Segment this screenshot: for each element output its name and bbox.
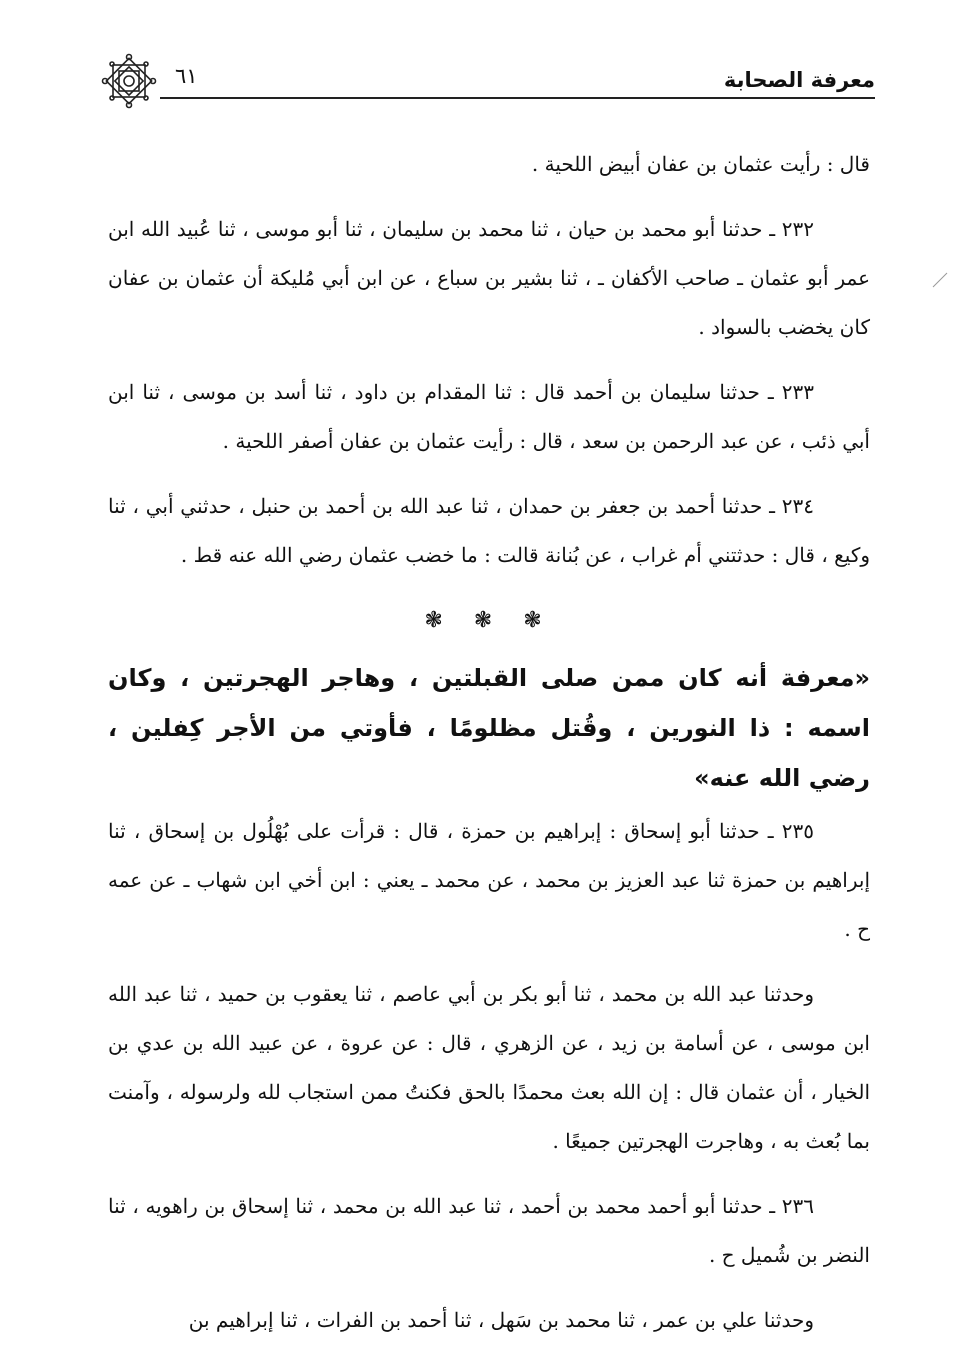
star-ornament-icon: [100, 52, 158, 110]
running-header: [100, 60, 875, 100]
section-heading: «معرفة أنه كان ممن صلى القبلتين ، وهاجر الهجرتين ، وكان اسمه : ذا النورين ، وقُتل مظلومًا ، فأوتي من الأجر كِفلين ، رضي الله عنه»: [108, 664, 870, 792]
hadith-232: ٢٣٢ ـ حدثنا أبو محمد بن حيان ، ثنا محمد بن سليمان ، ثنا أبو موسى ، ثنا عُبيد الله ابن عمر أبو عثمان ـ صاحب الأكفان ـ ، ثنا بشير بن سباع ، عن ابن أبي مُليكة أن عثمان بن عفان كان يخضب بالسواد .: [108, 217, 870, 339]
margin-pencil-mark: [930, 270, 950, 290]
hadith-234: ٢٣٤ ـ حدثنا أحمد بن جعفر بن حمدان ، ثنا عبد الله بن أحمد بن حنبل ، حدثني أبي ، ثنا وكيع ، قال : حدثتني أم غراب ، عن بُنانة قالت : ما خضب عثمان رضي الله عنه قط .: [108, 494, 870, 567]
hadith-233: ٢٣٣ ـ حدثنا سليمان بن أحمد قال : ثنا المقدام بن داود ، ثنا أسد بن موسى ، ثنا ابن أبي ذئب ، عن عبد الرحمن بن سعد ، قال : رأيت عثمان بن عفان أصفر اللحية .: [108, 380, 870, 453]
hadith-236: ٢٣٦ ـ حدثنا أبو أحمد محمد بن أحمد ، ثنا عبد الله بن محمد ، ثنا إسحاق بن راهويه ، ثنا النضر بن شُميل ح .: [108, 1194, 870, 1267]
page-number: ٦١: [175, 64, 198, 88]
header-rule: [160, 97, 875, 99]
hadith-235: ٢٣٥ ـ حدثنا أبو إسحاق : إبراهيم بن حمزة ، قال : قرأت على بُهْلُول بن إسحاق ، ثنا إبراهيم بن حمزة ثنا عبد العزيز بن محمد ، عن محمد ـ يعني : ابن أخي ابن شهاب ـ عن عمه ح .: [108, 819, 870, 941]
running-header-title: معرفة الصحابة: [723, 68, 875, 92]
paragraph: قال : رأيت عثمان بن عفان أبيض اللحية .: [531, 152, 870, 176]
body-text: [108, 140, 870, 1361]
section-separator: ❃ ❃ ❃: [424, 608, 554, 633]
paragraph: وحدثنا علي بن عمر ، ثنا محمد بن سَهل ، ثنا أحمد بن الفرات ، ثنا إبراهيم بن: [188, 1308, 814, 1332]
paragraph: وحدثنا عبد الله بن محمد ، ثنا أبو بكر بن أبي عاصم ، ثنا يعقوب بن حميد ، ثنا عبد الله ابن موسى ، عن أسامة بن زيد ، عن الزهري ، قال : عن عروة ، عن عبيد الله بن عدي بن الخيار ، أن عثمان قال : إن الله بعث محمدًا بالحق فكنتُ ممن استجاب لله ولرسوله ، وآمنت بما بُعث به ، وهاجرت الهجرتين جميعًا .: [108, 982, 870, 1153]
